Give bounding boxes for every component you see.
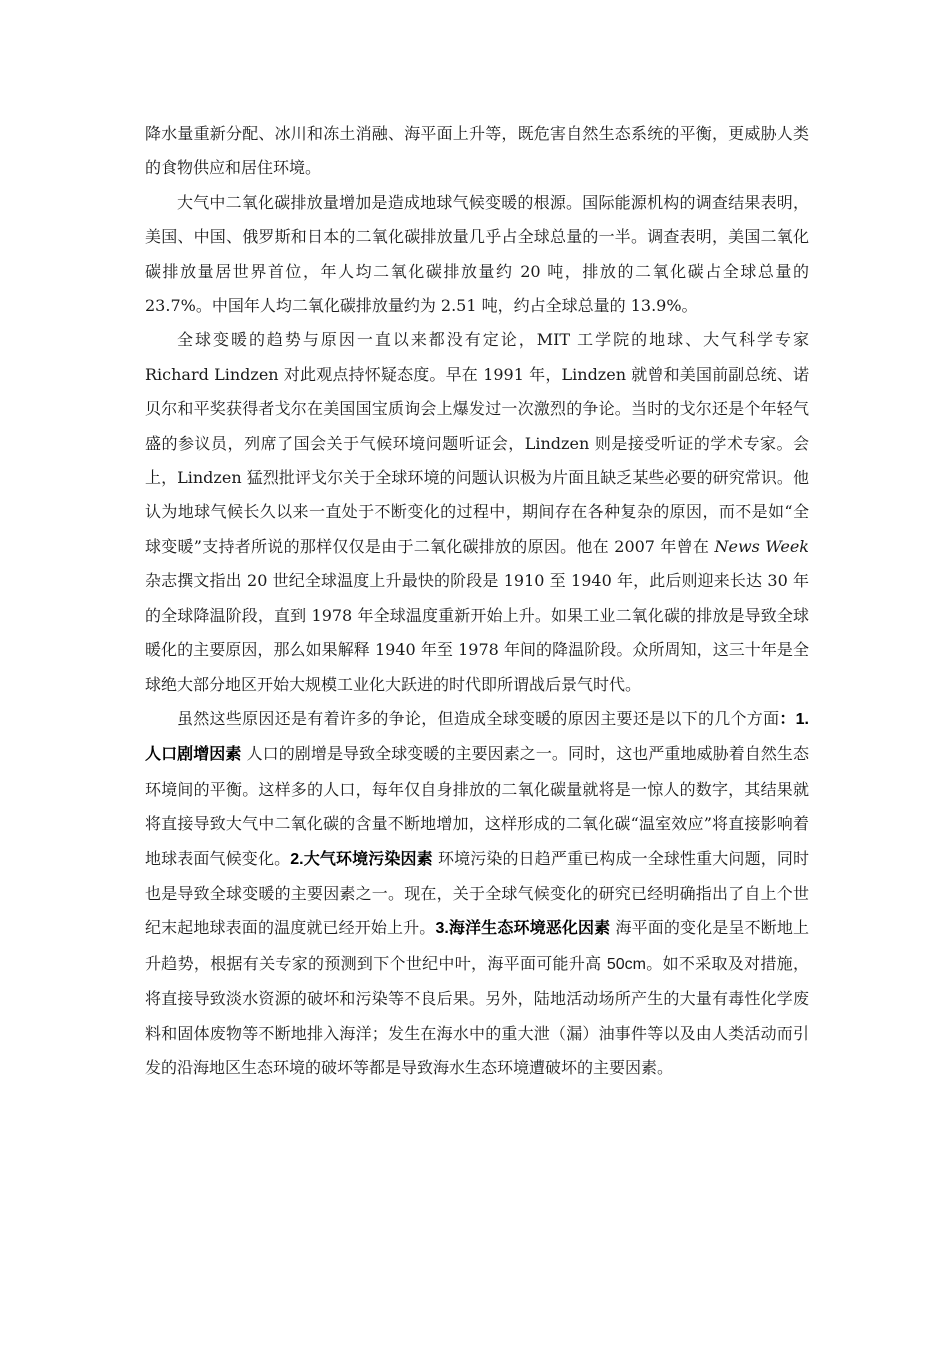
factor-text-pollution: 环境污染的日趋严重已构成一全球性重大问题，同时也是导致全球变暖的主要因素之一。现在，关于全球气候变化的研究已经明确指出了自上个世纪末起地球表面的温度就已经开始上升。 [145,848,809,938]
factor-heading-ocean: 3.海洋生态环境恶化因素 [435,920,611,938]
paragraph-3-text-a: 全球变暖的趋势与原因一直以来都没有定论，MIT 工学院的地球、大气科学专家 Richard Lindzen 对此观点持怀疑态度。早在 1991 年，Lindzen 就曾和美国前副总统、诺贝尔和平奖获得者戈尔在美国国宝质询会上爆发过一次激烈的争论。当时的戈尔还是个年轻气盛的参议员，列席了国会关于气候环境问题听证会，Lindzen 则是接受听证的学术专家。会上，Lindzen 猛烈批评戈尔关于全球环境的问题认识极为片面且缺乏某些必要的研究常识。他认为地球气候长久以来一直处于不断变化的过程中，期间存在各种复杂的原因，而不是如“全球变暖”支持者所说的那样仅仅是由于二氧化碳排放的原因。他在 2007 年曾在 [145,330,809,556]
magazine-name: News Week [714,536,809,556]
sea-level-value: 50cm [606,955,646,973]
factor-heading-population: 1.人口剧增因素 [145,710,809,764]
paragraph-1: 降水量重新分配、冰川和冻土消融、海平面上升等，既危害自然生态系统的平衡，更威胁人类的食物供应和居住环境。 [145,124,809,178]
factor-text-ocean-b: 。如不采取及对措施，将直接导致淡水资源的破坏和污染等不良后果。另外，陆地活动场所产生的大量有毒性化学废料和固体废物等不断地排入海洋；发生在海水中的重大泄（漏）油事件等以及由人类活动而引发的沿海地区生态环境的破坏等都是导致海水生态环境遭破坏的主要因素。 [145,953,809,1077]
factor-text-ocean-a: 海平面的变化是呈不断地上升趋势，根据有关专家的预测到下个世纪中叶，海平面可能升高 [145,918,809,973]
paragraph-3 [145,323,809,701]
paragraph-4 [145,702,809,1085]
body-text [145,117,809,1085]
factor-text-population: 人口的剧增是导致全球变暖的主要因素之一。同时，这也严重地威胁着自然生态环境间的平衡。这样多的人口，每年仅自身排放的二氧化碳量就将是一惊人的数字，其结果就将直接导致大气中二氧化碳的含量不断地增加，这样形成的二氧化碳“温室效应”将直接影响着地球表面气候变化。 [145,744,809,868]
paragraph-4-intro: 虽然这些原因还是有着许多的争论，但造成全球变暖的原因主要还是以下的几个方面 [177,708,780,728]
paragraph-4-colon: ： [779,710,796,728]
factor-heading-pollution: 2.大气环境污染因素 [290,850,433,868]
paragraph-2: 大气中二氧化碳排放量增加是造成地球气候变暖的根源。国际能源机构的调查结果表明，美国、中国、俄罗斯和日本的二氧化碳排放量几乎占全球总量的一半。调查表明，美国二氧化碳排放量居世界首位，年人均二氧化碳排放量约 20 吨，排放的二氧化碳占全球总量的 23.7%。中国年人均二氧化碳排放量约为 2.51 吨，约占全球总量的 13.9%。 [145,192,809,316]
paragraph-3-text-b: 杂志撰文指出 20 世纪全球温度上升最快的阶段是 1910 至 1940 年，此后则迎来长达 30 年的全球降温阶段，直到 1978 年全球温度重新开始上升。如果工业二氧化碳的排放是导致全球暖化的主要原因，那么如果解释 1940 年至 1978 年间的降温阶段。众所周知，这三十年是全球绝大部分地区开始大规模工业化大跃进的时代即所谓战后景气时代。 [145,571,809,694]
